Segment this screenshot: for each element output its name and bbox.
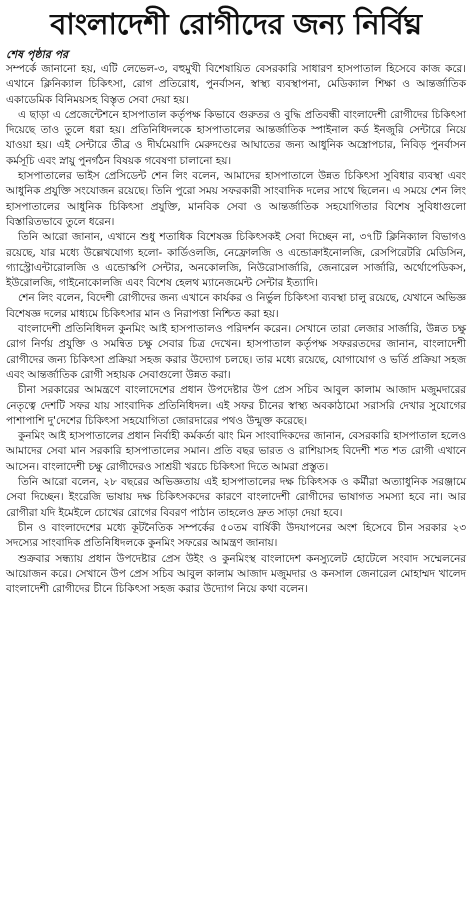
article-body (6, 62, 466, 597)
continued-from-label: শেষ পৃষ্ঠার পর (6, 48, 69, 61)
article-paragraph: কুনমিং আই হাসপাতালের প্রধান নির্বাহী কর্মকর্তা ঝাং মিন সাংবাদিকদের জানান, বেসরকারি হাসপাতাল হলেও আমাদের সেবা মান সরকারি হাসপাতালের সমান। প্রতি বছর ভারত ও রাশিয়াসহ বিদেশী শত শত রোগী এখানে আসেন। বাংলাদেশী চক্ষু রোগীদেরও সাশ্রয়ী খরচে চিকিৎসা দিতে আমরা প্রস্তুত। (6, 430, 466, 473)
article-headline: বাংলাদেশী রোগীদের জন্য নির্বিঘ্ন (50, 7, 422, 41)
article-paragraph: তিনি আরো বলেন, ২৮ বছরের অভিজ্ঞতায় এই হাসপাতালের দক্ষ চিকিৎসক ও কর্মীরা অত্যাধুনিক সরঞ্জামে সেবা দিচ্ছেন। ইংরেজি ভাষায় দক্ষ চিকিৎসকদের কারণে বাংলাদেশী রোগীদের ভাষাগত সমস্যা হবে না। আর রোগীরা যদি ইমেইলে চোখের রোগের বিবরণ পাঠান তাহলেও দ্রুত সাড়া দেয়া হবে। (6, 476, 466, 519)
article-paragraph: শুক্রবার সন্ধ্যায় প্রধান উপদেষ্টার প্রেস উইং ও কুনমিংস্থ বাংলাদেশ কনস্যুলেট হোটেলে সংবাদ সম্মেলনের আয়োজন করে। সেখানে উপ প্রেস সচিব আবুল কালাম আজাদ মজুমদার ও কনসাল জেনারেল মোহাম্মদ খালেদ বাংলাদেশী রোগীদের চীনে চিকিৎসা সহজ করার উদ্যোগ নিয়ে কথা বলেন। (6, 552, 466, 596)
article-paragraph: চীন ও বাংলাদেশের মধ্যে কূটনৈতিক সম্পর্কের ৫০তম বার্ষিকী উদযাপনের অংশ হিসেবে চীন সরকার ২৩ সদস্যের সাংবাদিক প্রতিনিধিদলকে কুনমিং সফরের আমন্ত্রণ জানায়। (6, 521, 466, 550)
article-paragraph: এ ছাড়া এ প্রেজেন্টেশনে হাসপাতাল কর্তৃপক্ষ কিভাবে গুরুতর ও বুদ্ধি প্রতিবন্ধী বাংলাদেশী রোগীদের চিকিৎসা দিয়েছে তাও তুলে ধরা হয়। প্রতিনিধিদলকে হাসপাতালের আন্তর্জাতিক স্পাইনাল কর্ড ইনজুরি সেন্টারে নিয়ে যাওয়া হয়। এই সেন্টারে তীব্র ও দীর্ঘমেয়াদি মেরুদণ্ডের আঘাতের জন্য আধুনিক অস্ত্রোপচার, নিবিড় পুনর্বাসন কর্মসূচি এবং স্নায়ু পুনর্গঠন বিষয়ক গবেষণা চালানো হয়। (6, 108, 466, 167)
article-paragraph: চীনা সরকারের আমন্ত্রণে বাংলাদেশের প্রধান উপদেষ্টার উপ প্রেস সচিব আবুল কালাম আজাদ মজুমদারের নেতৃত্বে দেশটি সফর যায় সাংবাদিক প্রতিনিধিদল। এই সফর চীনের স্বাস্থ্য অবকাঠামো সরাসরি দেখার সুযোগের পাশাপাশি দু'দেশের চিকিৎসা সহযোগিতা জোরদারের পথও উন্মুক্ত করেছে। (6, 384, 466, 427)
article-paragraph: বাংলাদেশী প্রতিনিধিদল কুনমিং আই হাসপাতালও পরিদর্শন করেন। সেখানে তারা লেজার সার্জারি, উন্নত চক্ষু রোগ নির্ণয় প্রযুক্তি ও সমন্বিত চক্ষু সেবার চিত্র দেখেন। হাসপাতাল কর্তৃপক্ষ সফররতদের জানান, বাংলাদেশী রোগীদের জন্য চিকিৎসা প্রক্রিয়া সহজ করার উদ্যোগ চলছে। তার মধ্যে রয়েছে, যোগাযোগ ও ভর্তি প্রক্রিয়া সহজ এবং আন্তর্জাতিক রোগী সহায়ক সেবাগুলো উন্নত করা। (6, 323, 466, 381)
article-paragraph: হাসপাতালের ভাইস প্রেসিডেন্ট শেন লিং বলেন, আমাদের হাসপাতালে উন্নত চিকিৎসা সুবিধার ব্যবস্থা এবং আধুনিক প্রযুক্তি সংযোজন রয়েছে। তিনি পুরো সময় সফরকারী সাংবাদিক দলের সাথে ছিলেন। এ সময়ে শেন লিং হাসপাতালের আধুনিক চিকিৎসা প্রযুক্তি, মানবিক সেবা ও আন্তর্জাতিক সহযোগিতার বিশেষ সুবিধাগুলো বিস্তারিতভাবে তুলে ধরেন। (6, 170, 466, 228)
article-paragraph: তিনি আরো জানান, এখানে শুধু শতাধিক বিশেষজ্ঞ চিকিৎসকই সেবা দিচ্ছেন না, ৩৭টি ক্লিনিক্যাল বিভাগও রয়েছে, যার মধ্যে উল্লেখযোগ্য হলো- কার্ডিওলজি, নেফ্রোলজি ও এন্ডোক্রাইনোলজি, রেসপিরেটরি মেডিসিন, গ্যাস্ট্রোএন্টারোলজি ও এন্ডোস্কপি সেন্টার, অনকোলজি, নিউরোসার্জারি, জেনারেল সার্জারি, অর্থোপেডিকস, ইউরোলজি, গাইনোকোলজি এবং বিশেষ হেলথ ম্যানেজমেন্ট সেন্টার ইত্যাদি। (6, 231, 466, 290)
article-paragraph: সম্পর্কে জানানো হয়, এটি লেভেল-৩, বহুমুখী বিশেষায়িত বেসরকারি সাধারণ হাসপাতাল হিসেবে কাজ করে। এখানে ক্লিনিক্যাল চিকিৎসা, রোগ প্রতিরোধ, পুনর্বাসন, স্বাস্থ্য ব্যবস্থাপনা, মেডিক্যাল শিক্ষা ও আন্তর্জাতিক একাডেমিক বিনিময়সহ বিস্তৃত সেবা দেয়া হয়। (6, 63, 466, 106)
article-paragraph: শেন লিং বলেন, বিদেশী রোগীদের জন্য এখানে কার্যকর ও নির্ভুল চিকিৎসা ব্যবস্থা চালু রয়েছে, যেখানে অভিজ্ঞ বিশেষজ্ঞ দলের মাধ্যমে চিকিৎসার মান ও নিরাপত্তা নিশ্চিত করা হয়। (6, 292, 466, 320)
